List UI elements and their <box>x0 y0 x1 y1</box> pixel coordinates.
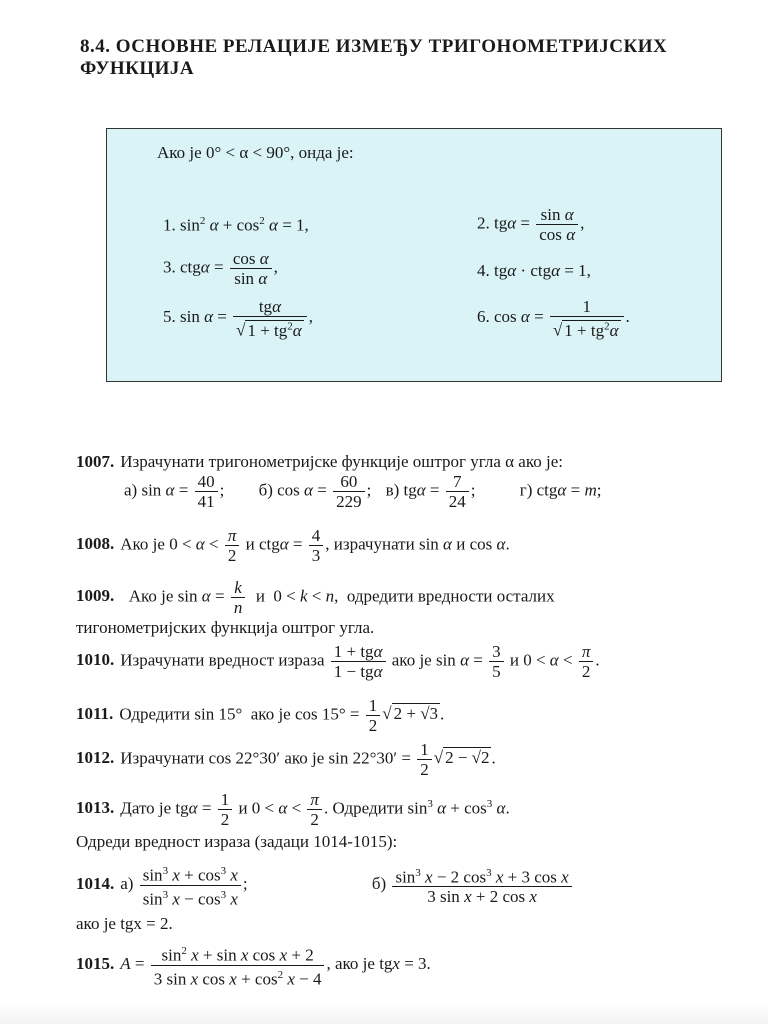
problem-1008: 1008. Ако је 0 < α < $\frac{\pi}{2}$ и ctgα = $\frac{4}{3}$ , израчунати sin α и cos α. <box>76 526 510 565</box>
relation-number: 6. <box>477 307 490 327</box>
problem-1009: 1009. Ако је sin α = $\frac{k}{n}$ и 0 < k < n, одредити вредности осталих <box>76 578 555 617</box>
problem-1007-parts: а) sin α = $\frac{40}{41}$ ; б) cos α = $\frac{60}{229}$ ; в) tgα = $\frac{7}{24}$ ; г) ctgα = m; <box>124 472 602 511</box>
relation-number: 1. <box>163 215 176 235</box>
problem-1014-tail: ако је tgx = 2. <box>76 914 173 933</box>
problem-number: 1014. <box>76 874 115 894</box>
relation-number: 2. <box>477 213 490 233</box>
relation-1: 1. $\sin^2 \alpha + \cos^2 \alpha = 1$, <box>163 215 309 235</box>
problem-number: 1008. <box>76 534 115 554</box>
box-intro: Ако је 0° < α < 90°, онда је: <box>157 143 354 162</box>
relation-6: 6. cos α = $\frac{1}{√ 1 + tg^2\alpha}$ . <box>477 297 630 340</box>
problem-number: 1012. <box>76 748 115 768</box>
relation-5: 5. sin α = $\frac{\text{tgα}}{√ 1 + tg^2\alpha}$ , <box>163 297 313 340</box>
section-title <box>80 36 760 80</box>
title-line-1: 8.4. ОСНОВНЕ РЕЛАЦИЈЕ ИЗМЕЂУ ТРИГОНОМЕТРИЈСКИХ <box>80 36 668 57</box>
problem-1007 <box>76 452 563 472</box>
relations-box <box>106 128 722 382</box>
problem-1012: 1012. Израчунати cos 22°30′ ако је sin 22°30′ = $\frac{1}{2}$ √ 2 − √2 . <box>76 740 496 779</box>
relation-2: 2. tgα = $\frac{\text{sin α}}{\text{cos α}}$ , <box>477 205 585 244</box>
relation-number: 5. <box>163 307 176 327</box>
problem-number: 1013. <box>76 798 115 818</box>
problem-1014: 1014. а) $\frac{\sin^3 x + \cos^3 x}{\sin^3 x - \cos^3 x}$ ; б) $\frac{\sin^3 x - 2 \cos^3 x + 3 \cos x}{\text{3 sin x + 2 cos x}}$ <box>76 862 574 908</box>
problem-number: 1009. <box>76 586 115 606</box>
problem-number: 1015. <box>76 954 115 974</box>
problem-1010: 1010. Израчунати вредност израза $\frac{\text{1 + tgα}}{\text{1 − tgα}}$ ако је sin α = $\frac{3}{5}$ и 0 < α < $\frac{\pi}{2}$ . <box>76 642 600 681</box>
problem-1015: 1015. A = $\frac{\sin^2 x + \sin x \cos x + 2}{3 \sin x \cos x + \cos^2 x - 4}$ , ако је tgx = 3. <box>76 942 431 988</box>
problem-1009-line2: тигонометријских функција оштрог угла. <box>76 618 375 637</box>
problem-number: 1010. <box>76 650 115 670</box>
relation-number: 3. <box>163 257 176 277</box>
intro-1014-1015: Одреди вредност израза (задаци 1014-1015): <box>76 832 398 851</box>
page-bottom-edge <box>0 1004 768 1024</box>
relation-number: 4. <box>477 261 490 280</box>
problem-text: Израчунати тригонометријске функције оштрог угла α ако је: <box>120 452 563 471</box>
title-line-2: ФУНКЦИЈА <box>80 58 195 79</box>
relation-3: 3. ctgα = $\frac{\text{cos α}}{\text{sin α}}$ , <box>163 249 278 288</box>
problem-number: 1011. <box>76 704 114 724</box>
relation-4: 4. tgα · ctgα = 1, <box>477 261 591 280</box>
problem-1011: 1011. Одредити sin 15° ако је cos 15° = $\frac{1}{2}$ √ 2 + √3 . <box>76 696 445 735</box>
problem-1013: 1013. Дато је tgα = $\frac{1}{2}$ и 0 < α < $\frac{\pi}{2}$ . Одредити $\sin^3 \alpha + \cos^3 \alpha$. <box>76 790 510 829</box>
problem-number: 1007. <box>76 452 115 471</box>
